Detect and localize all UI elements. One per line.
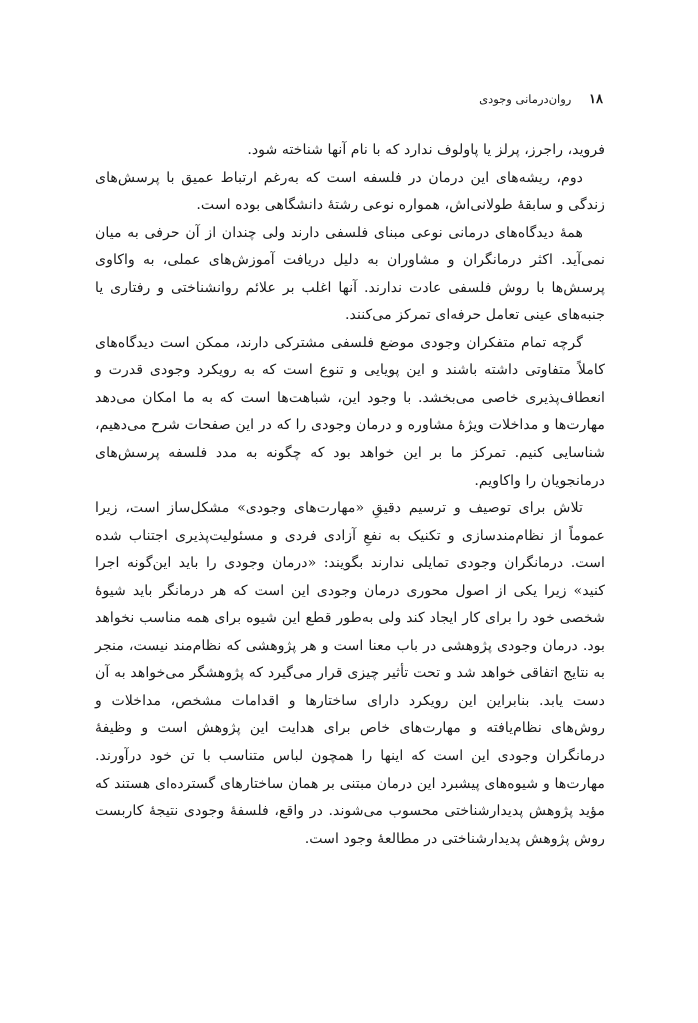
paragraph: دوم، ریشه‌های این درمان در فلسفه است که به‌رغم ارتباط عمیق با پرسش‌های زندگی و سابقهٔ طولانی‌اش، همواره نوعی رشتهٔ دانشگاهی بوده است. [95, 169, 605, 214]
paragraph: تلاش برای توصیف و ترسیم دقیقِ «مهارت‌های وجودی» مشکل‌ساز است، زیرا عموماً از نظام‌مندسازی و تکنیک به نفعِ آزادی فردی و مسئولیت‌پذیری اجتناب شده است. درمانگران وجودی تمایلی ندارند بگویند: «درمان وجودی را باید این‌گونه اجرا کنید» زیرا یکی از اصول محوری درمان وجودی این است که هر درمانگر باید شیوهٔ شخصی خود را برای کار ایجاد کند ولی به‌طور قطع این شیوه برای همه مناسب نخواهد بود. درمان وجودی پژوهشی در باب معنا است و هر پژوهشی که نظام‌مند نیست، منجر به نتایج اتفاقی خواهد شد و تحت تأثیر چیزی قرار می‌گیرد که پژوهشگر می‌خواهد به آن دست یابد. بنابراین این رویکرد دارای ساختارها و اقدامات مشخص، مداخلات و روش‌های نظام‌یافته و مهارت‌های خاص برای هدایت این پژوهش است و وظیفهٔ درمانگران وجودی این است که اینها را همچون لباس متناسب با تن خود درآورند. مهارت‌ها و شیوه‌های پیشبرد این درمان مبتنی بر همان ساختارهای گسترده‌ای هستند که مؤید پژوهش پدیدارشناختی محسوب می‌شوند. در واقع، فلسفهٔ وجودی نتیجهٔ کاربست روش پژوهش پدیدارشناختی در مطالعهٔ وجود است. [95, 500, 605, 847]
paragraph: گرچه تمام متفکران وجودی موضع فلسفی مشترکی دارند، ممکن است دیدگاه‌های کاملاً متفاوتی داشته باشند و این پویایی و تنوع است که به رویکرد وجودی قدرت و انعطاف‌پذیری خاصی می‌بخشد. با وجود این، شباهت‌ها است که به ما امکان می‌دهد مهارت‌ها و مداخلات ویژهٔ مشاوره و درمان وجودی را که در این صفحات شرح می‌دهیم، شناسایی کنیم. تمرکز ما بر این خواهد بود که چگونه به مدد فلسفه پرسش‌های درمانجویان را واکاویم. [95, 334, 605, 489]
page-number: ۱۸ [589, 92, 603, 107]
running-title: روان‌درمانی وجودی [479, 92, 572, 106]
paragraph: همهٔ دیدگاه‌های درمانی نوعی مبنای فلسفی دارند ولی چندان از آن حرفی به میان نمی‌آید. اکثر درمانگران و مشاوران به دلیل دریافت آموزش‌های عملی، به واکاوی پرسش‌ها با روش فلسفی عادت ندارند. آنها اغلب بر علائم روانشناختی و رفتاری یا جنبه‌های عینی تعامل حرفه‌ای تمرکز می‌کنند. [95, 224, 605, 324]
paragraph-continuation: فروید، راجرز، پرلز یا پاولوف ندارد که با نام آنها شناخته شود. [247, 142, 605, 158]
body-text [95, 137, 605, 853]
running-header [95, 92, 603, 112]
